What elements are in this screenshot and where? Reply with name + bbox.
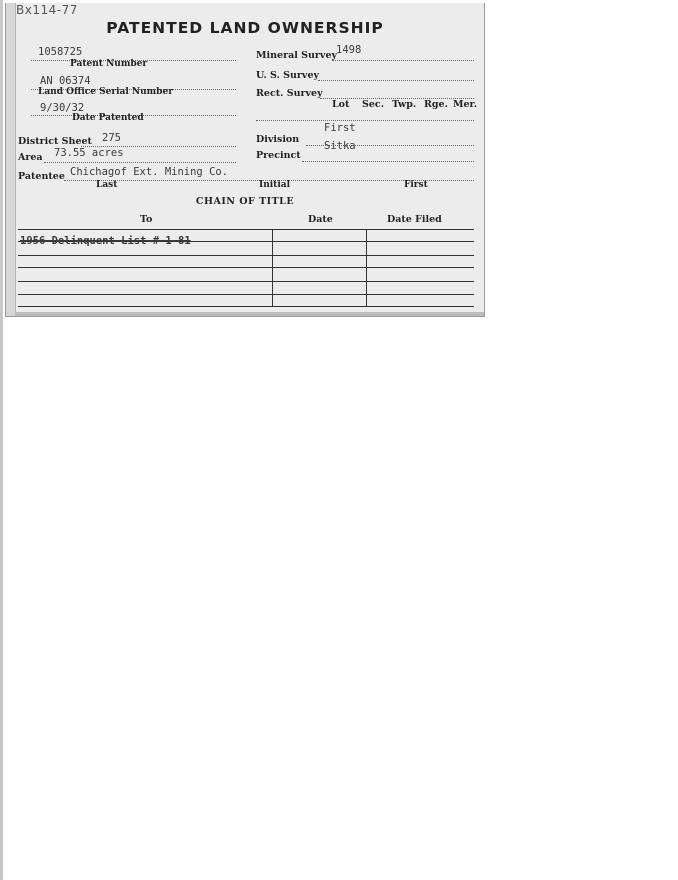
- patentee-caption-last: Last: [96, 180, 118, 190]
- patent-number-label: Patent Number: [70, 59, 148, 69]
- table-rule: [18, 267, 474, 268]
- serial-number-label: Land Office Serial Number: [38, 87, 173, 97]
- mineral-survey-value: 1498: [336, 44, 362, 56]
- district-sheet-label: District Sheet: [18, 136, 92, 147]
- table-column-divider: [366, 229, 367, 307]
- table-header-date: Date: [308, 214, 333, 225]
- precinct-label: Precinct: [256, 150, 301, 161]
- area-value: 73.55 acres: [54, 147, 124, 159]
- land-ownership-card: [5, 3, 485, 317]
- table-rule: [18, 229, 474, 230]
- rect-survey-label: Rect. Survey: [256, 88, 323, 99]
- patent-number-value: 1058725: [38, 46, 83, 58]
- table-row-to: 1956 Delinquent List # 1-81: [20, 235, 191, 247]
- card-edge: [6, 3, 16, 316]
- table-header-to: To: [140, 214, 153, 225]
- area-line: [44, 162, 236, 163]
- date-patented-label: Date Patented: [72, 113, 144, 123]
- date-patented-value: 9/30/32: [40, 102, 85, 114]
- rect-col-rge: Rge.: [424, 99, 448, 110]
- table-rule: [18, 294, 474, 295]
- chain-of-title-heading: CHAIN OF TITLE: [195, 196, 295, 207]
- patentee-caption-first: First: [404, 180, 428, 190]
- division-label: Division: [256, 134, 300, 145]
- us-survey-label: U. S. Survey: [256, 70, 320, 81]
- us-survey-line: [318, 80, 474, 81]
- patentee-value: Chichagof Ext. Mining Co.: [70, 166, 229, 178]
- table-column-divider: [272, 229, 273, 307]
- rect-col-sec: Sec.: [362, 99, 384, 110]
- page-edge: [0, 0, 3, 880]
- handwritten-note: Bx114-77: [16, 3, 78, 17]
- district-sheet-value: 275: [102, 132, 121, 144]
- patentee-label: Patentee: [18, 171, 65, 182]
- mineral-survey-label: Mineral Survey: [256, 50, 338, 61]
- table-rule: [18, 255, 474, 256]
- rect-col-twp: Twp.: [392, 99, 417, 110]
- precinct-line: [302, 161, 474, 162]
- rect-col-mer: Mer.: [453, 99, 478, 110]
- table-header-date-filed: Date Filed: [387, 214, 442, 225]
- table-rule: [18, 306, 474, 307]
- division-value: First: [324, 122, 356, 134]
- area-label: Area: [18, 152, 43, 163]
- patentee-caption-initial: Initial: [259, 180, 290, 190]
- card-bottom-edge: [15, 312, 484, 316]
- table-rule: [18, 281, 474, 282]
- precinct-value: Sitka: [324, 140, 356, 152]
- rect-col-lot: Lot: [332, 99, 350, 110]
- serial-number-value: AN 06374: [40, 75, 91, 87]
- rect-survey-data-line: [256, 120, 474, 121]
- mineral-survey-line: [332, 60, 474, 61]
- card-title: PATENTED LAND OWNERSHIP: [106, 19, 384, 37]
